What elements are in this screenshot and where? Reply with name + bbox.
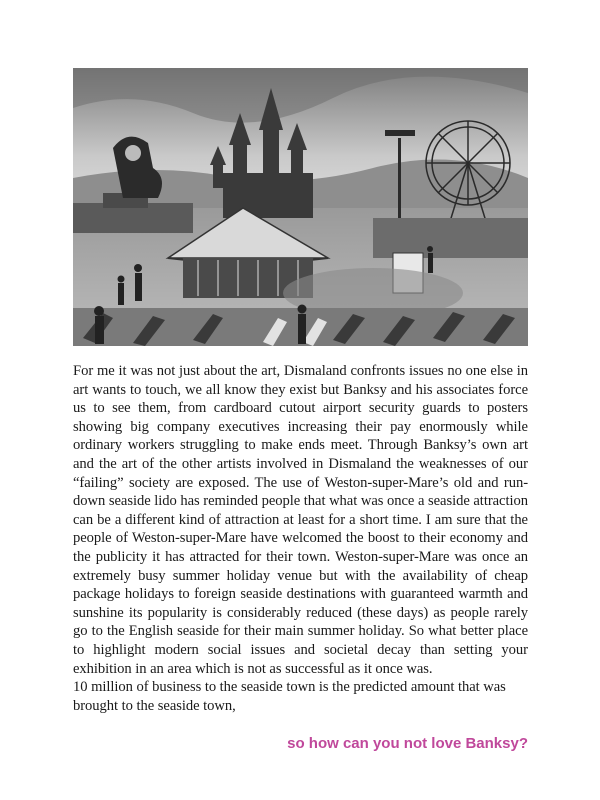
article-paragraph: 10 million of business to the seaside town is the predicted amount that was brought to the seaside town, <box>73 679 506 714</box>
article-paragraph: For me it was not just about the art, Dismaland confronts issues no one else in art wants to touch, we all know they exist but Banksy and his associates force us to see them, from cardboard cutout airport security guards to posters showing big company executives increasing their pay enormously while ordinary workers struggling to make ends meet. Through Banksy’s own art and the art of the other artists involved in Dismaland the weaknesses of our “failing” society are exposed. The use of Weston-super-Mare’s old and run-down seaside lido has reminded people that what was once a seaside attraction can be a different kind of attraction at least for a short time. I am sure that the people of Weston-super-Mare have welcomed the boost to their economy and the publicity it has attracted for their town. Weston-super-Mare was once an extremely busy summer holiday venue but with the availability of cheap package holidays to foreign seaside destinations with guaranteed warmth and sunshine its popularity is considerably reduced (these days) as people rarely go to the English seaside for their main summer holiday. So what better place to highlight modern social issues and societal decay than setting your exhibition in an area which is not as successful as it once was. <box>73 363 528 677</box>
article-body <box>73 362 528 715</box>
tagline: so how can you not love Banksy? <box>287 735 528 752</box>
dismaland-photo <box>73 68 528 346</box>
dismaland-scene <box>73 68 528 346</box>
